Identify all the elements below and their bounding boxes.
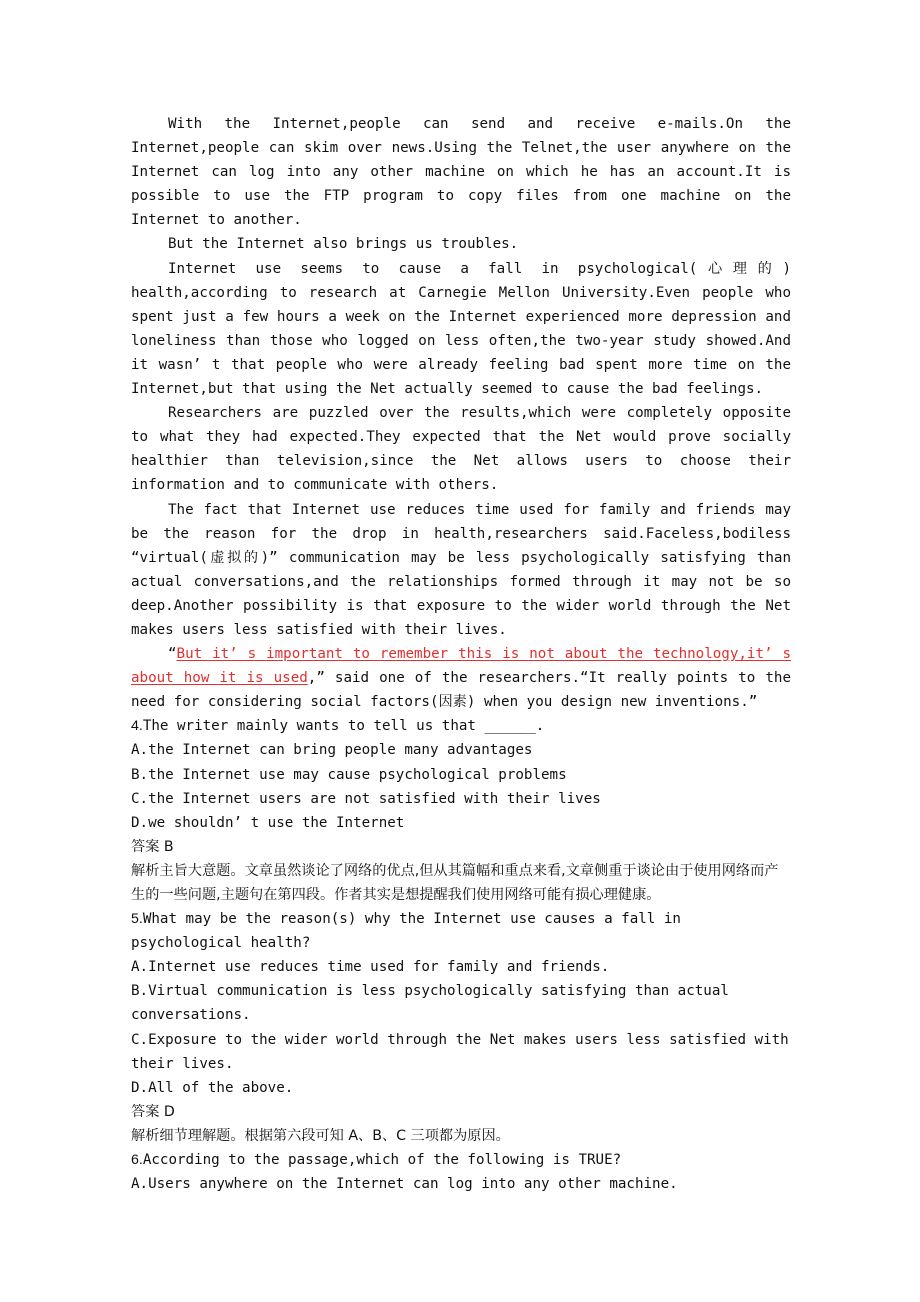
question-stem: [131, 1148, 791, 1172]
question-stem: [131, 714, 791, 738]
passage-paragraph-5: The fact that Internet use reduces time used for family and friends may be the reason for the drop in health,researchers said.Faceless,bodiless “virtual(虚拟的)” communication may be less psychologically satisfying than actual conversations,and the relationships formed through it may not be so deep.Another possibility is that exposure to the wider world through the Net makes users less satisfied with their lives.: [131, 501, 791, 638]
answer: 答案 B: [131, 838, 174, 855]
highlighted-quote: But it’ s important to remember this is not about the technology,it’ s about how it is used: [131, 646, 791, 687]
option-b: B.Virtual communication is less psychologically satisfying than actual conversations.: [131, 983, 738, 1024]
question-text: According to the passage,which of the following is TRUE?: [142, 1152, 622, 1169]
question-number: 4.: [131, 718, 143, 735]
passage-paragraph-6: [131, 642, 791, 714]
question-4: [131, 714, 791, 907]
option-a: A.Users anywhere on the Internet can log into any other machine.: [131, 1176, 678, 1193]
option-c: C.the Internet users are not satisfied with their lives: [131, 790, 601, 807]
passage-paragraph-1: With the Internet,people can send and receive e-mails.On the Internet,people can skim over news.Using the Telnet,the user anywhere on the Internet can log into any other machine on which he has an account.It is possible to use the FTP program to copy files from one machine on the Internet to another.: [131, 116, 791, 229]
question-stem: [131, 907, 791, 955]
answer: 答案 D: [131, 1103, 175, 1120]
option-b: B.the Internet use may cause psychological problems: [131, 766, 567, 783]
option-c: C.Exposure to the wider world through the Net makes users less satisfied with their lives.: [131, 1031, 798, 1072]
question-number: 5.: [131, 911, 143, 928]
option-d: D.we shouldn’ t use the Internet: [131, 814, 405, 831]
analysis: 解析主旨大意题。文章虽然谈论了网络的优点,但从其篇幅和重点来看,文章侧重于谈论由于使用网络而产生的一些问题,主题句在第四段。作者其实是想提醒我们使用网络可能有损心理健康。: [131, 862, 779, 903]
question-number: 6.: [131, 1152, 143, 1169]
passage-paragraph-2: But the Internet also brings us troubles.: [168, 236, 519, 253]
question-6: [131, 1148, 791, 1196]
quote-rest: ,” said one of the researchers.“It really points to the need for considering social factors(因素) when you design new inventions.”: [131, 670, 791, 711]
document-page: [131, 112, 798, 1196]
passage-paragraph-3: Internet use seems to cause a fall in psychological(心理的) health,according to research at Carnegie Mellon University.Even people who spent just a few hours a week on the Internet experienced more depression and loneliness than those who logged on less often,the two-year study showed.And it wasn’ t that people who were already feeling bad spent more time on the Internet,but that using the Net actually seemed to cause the bad feelings.: [131, 260, 791, 398]
question-5: [131, 907, 798, 1148]
question-text: What may be the reason(s) why the Internet use causes a fall in psychological health?: [131, 911, 690, 952]
question-text: The writer mainly wants to tell us that ______.: [142, 718, 545, 735]
passage-paragraph-4: Researchers are puzzled over the results,which were completely opposite to what they had expected.They expected that the Net would prove socially healthier than television,since the Net allows users to choose their information and to communicate with others.: [131, 405, 791, 494]
option-a: A.the Internet can bring people many advantages: [131, 742, 533, 759]
analysis: 解析细节理解题。根据第六段可知 A、B、C 三项都为原因。: [131, 1127, 510, 1144]
open-quote: “: [168, 646, 177, 663]
option-d: D.All of the above.: [131, 1079, 294, 1096]
option-a: A.Internet use reduces time used for family and friends.: [131, 959, 610, 976]
